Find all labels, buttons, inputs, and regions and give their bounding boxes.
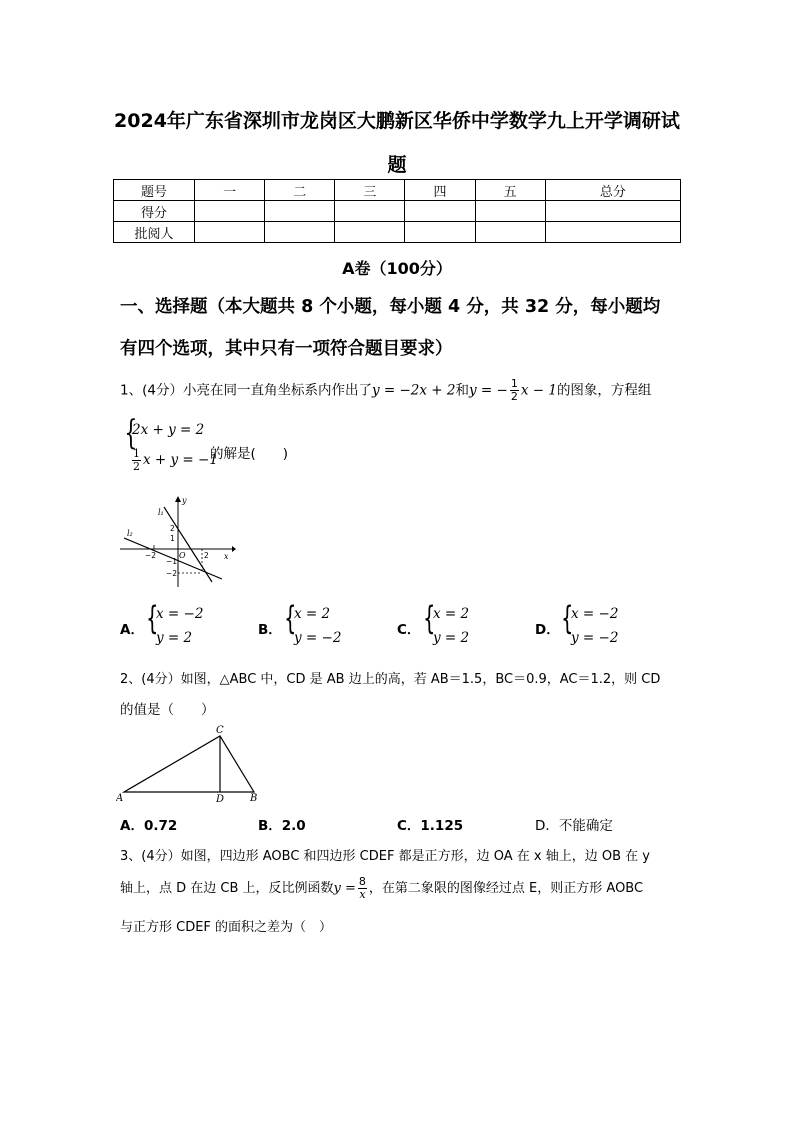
brace-icon: { — [423, 599, 436, 637]
q1-eq1: y = −2x + 2 — [371, 382, 456, 399]
row-label: 批阅人 — [114, 222, 195, 243]
q1-eq2-fraction: $\frac{1}{2}$ — [510, 377, 518, 403]
q1-eq2-left: y = − — [468, 382, 508, 399]
score-cell[interactable] — [545, 201, 680, 222]
q1-and: 和 — [455, 382, 469, 399]
q3-stem-line3: 与正方形 CDEF 的面积之差为（ ） — [120, 920, 333, 935]
q3-stem-line2: 轴上，点 D 在边 CB 上，反比例函数y = $\frac{8}{x}$ ，在第二象限的图像经过点 E，则正方形 AOBC — [120, 875, 644, 901]
q2-option-c[interactable]: C．1.125 — [397, 818, 464, 834]
q2-option-a[interactable]: A．0.72 — [120, 818, 178, 834]
tick-x-neg2: −2 — [145, 551, 157, 560]
brace-icon: { — [561, 599, 574, 637]
triangle-abc — [124, 736, 254, 792]
q2-stem-line2: 的值是（ ） — [120, 702, 215, 718]
score-cell[interactable] — [195, 201, 265, 222]
tick-y-neg1: −1 — [166, 557, 178, 566]
q3-function-fraction: $\frac{8}{x}$ — [358, 875, 366, 901]
vertex-c-label: C — [216, 725, 224, 736]
score-cell[interactable] — [405, 201, 475, 222]
q1-sys-line2: $\frac{1}{2}$ x + y = −1 — [133, 447, 218, 473]
q2-option-d[interactable]: D．不能确定 — [535, 818, 613, 834]
score-table — [113, 179, 681, 243]
q2-triangle-figure — [116, 722, 266, 804]
row-label: 得分 — [114, 201, 195, 222]
header-cell: 一 — [195, 180, 265, 201]
section-heading-line2: 有四个选项，其中只有一项符合题目要求） — [120, 339, 453, 359]
exam-title-line1: 2024年广东省深圳市龙岗区大鹏新区华侨中学数学九上开学调研试 — [114, 110, 680, 132]
header-cell: 二 — [265, 180, 335, 201]
y-axis-arrow-icon — [175, 496, 181, 502]
q1-graph — [118, 494, 236, 590]
tick-y1: 1 — [170, 534, 175, 543]
paper-label: A卷（100分） — [342, 259, 452, 278]
header-cell: 题号 — [114, 180, 195, 201]
exam-title-line2: 题 — [387, 154, 407, 176]
grader-cell[interactable] — [405, 222, 475, 243]
x-axis-label: x — [224, 552, 229, 561]
grader-row — [114, 222, 681, 243]
q2-stem-line1: 2、(4分）如图，△ABC 中，CD 是 AB 边上的高，若 AB＝1.5，BC＝0.9，AC＝1.2，则 CD — [120, 672, 661, 687]
grader-cell[interactable] — [195, 222, 265, 243]
brace-icon: { — [124, 413, 138, 453]
tick-y2: 2 — [170, 524, 175, 533]
origin-label: O — [179, 551, 186, 560]
tick-y-neg2: −2 — [166, 569, 178, 578]
q1-prefix: 1、(4分）小亮在同一直角坐标系内作出了 — [120, 382, 372, 399]
q1-sys-suffix: 的解是( ) — [210, 446, 289, 462]
section-heading-line1: 一、选择题（本大题共 8 个小题，每小题 4 分，共 32 分，每小题均 — [120, 297, 661, 317]
q1-sys-line1: 2x + y = 2 — [132, 422, 205, 438]
l2-label: l₂ — [127, 529, 133, 538]
q2-option-b[interactable]: B．2.0 — [258, 818, 306, 834]
vertex-b-label: B — [250, 793, 258, 804]
header-cell: 总分 — [545, 180, 680, 201]
header-cell: 五 — [475, 180, 545, 201]
q3-stem-line1: 3、(4分）如图，四边形 AOBC 和四边形 CDEF 都是正方形，边 OA 在 x 轴上，边 OB 在 y — [120, 849, 650, 864]
header-cell: 三 — [335, 180, 405, 201]
brace-icon: { — [146, 599, 159, 637]
score-cell[interactable] — [335, 201, 405, 222]
grader-cell[interactable] — [265, 222, 335, 243]
grader-cell[interactable] — [335, 222, 405, 243]
score-cell[interactable] — [265, 201, 335, 222]
header-cell: 四 — [405, 180, 475, 201]
y-axis-label: y — [182, 496, 187, 505]
tick-x2: 2 — [204, 551, 209, 560]
grader-cell[interactable] — [475, 222, 545, 243]
score-table-header-row — [114, 180, 681, 201]
q1-suffix: 的图象，方程组 — [556, 382, 652, 399]
score-row — [114, 201, 681, 222]
score-cell[interactable] — [475, 201, 545, 222]
grader-cell[interactable] — [545, 222, 680, 243]
l1-label: l₁ — [158, 508, 164, 517]
q1-equation-system — [120, 413, 320, 482]
q1-eq2-right: x − 1 — [520, 382, 557, 399]
x-axis-arrow-icon — [232, 546, 236, 552]
q1-stem — [120, 378, 680, 403]
vertex-a-label: A — [116, 793, 124, 804]
point-d-label: D — [216, 794, 225, 804]
brace-icon: { — [284, 599, 297, 637]
